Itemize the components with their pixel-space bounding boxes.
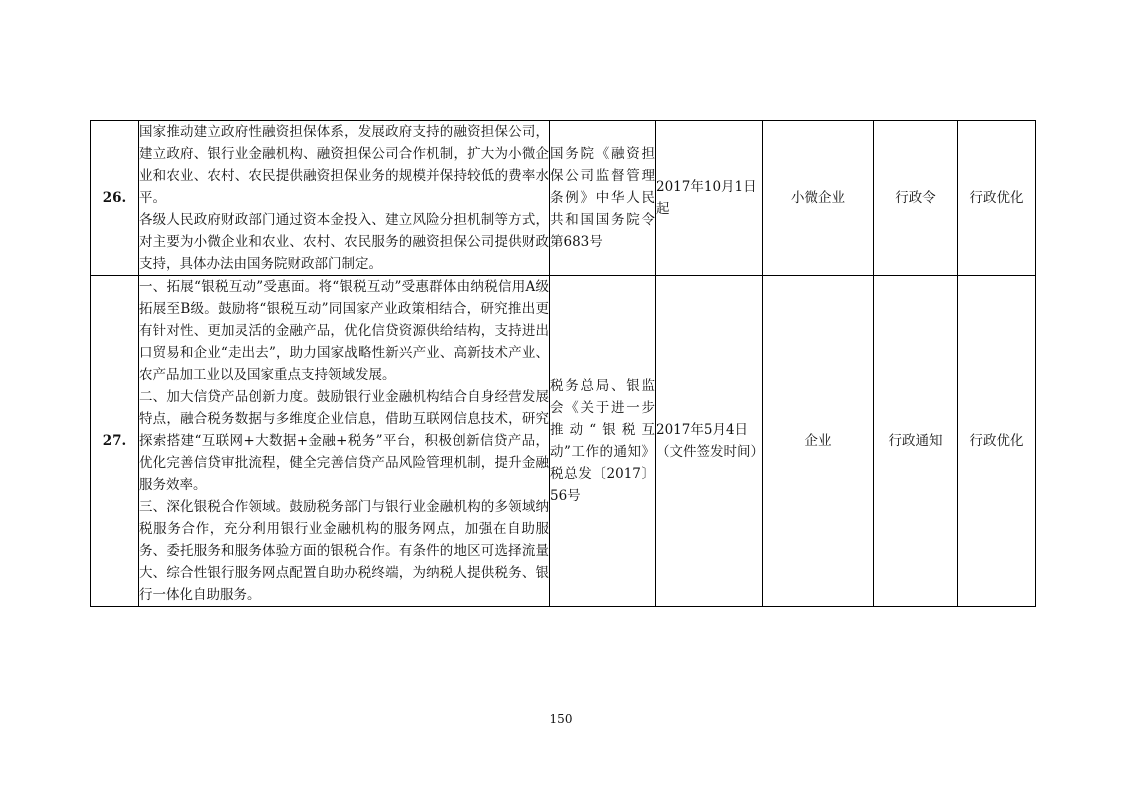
page-number: 150: [549, 712, 573, 726]
content-paragraph: 国家推动建立政府性融资担保体系，发展政府支持的融资担保公司，建立政府、银行业金融机构、融资担保公司合作机制，扩大为小微企业和农业、农村、农民提供融资担保业务的规模并保持较低的费率水平。: [139, 124, 549, 206]
effective-date: 2017年10月1日起: [656, 121, 763, 276]
content-paragraph: 三、深化银税合作领域。鼓励税务部门与银行业金融机构的多领域纳税服务合作，充分利用银行业金融机构的服务网点，加强在自助服务、委托服务和服务体验方面的银税合作。有条件的地区可选择流量大、综合性银行服务网点配置自助办税终端，为纳税人提供税务、银行一体化自助服务。: [139, 499, 549, 603]
table-row: [91, 121, 1036, 276]
effective-date: 2017年5月4日（文件签发时间）: [656, 276, 763, 607]
policy-category: 行政优化: [958, 121, 1036, 276]
row-number: 26.: [91, 121, 139, 276]
row-number: 27.: [91, 276, 139, 607]
content-paragraph: 各级人民政府财政部门通过资本金投入、建立风险分担机制等方式，对主要为小微企业和农业、农村、农民服务的融资担保公司提供财政支持，具体办法由国务院财政部门制定。: [139, 212, 549, 272]
content-paragraph: 一、拓展“银税互动”受惠面。将“银税互动”受惠群体由纳税信用A级拓展至B级。鼓励将“银税互动”同国家产业政策相结合，研究推出更有针对性、更加灵活的金融产品，优化信贷资源供给结构，支持进出口贸易和企业“走出去”，助力国家战略性新兴产业、高新技术产业、农产品加工业以及国家重点支持领域发展。: [139, 279, 549, 383]
document-type: 行政令: [874, 121, 958, 276]
policy-content: [139, 121, 550, 276]
document-type: 行政通知: [874, 276, 958, 607]
policy-content: [139, 276, 550, 607]
content-paragraph: 二、加大信贷产品创新力度。鼓励银行业金融机构结合自身经营发展特点，融合税务数据与多维度企业信息，借助互联网信息技术，研究探索搭建“互联网+大数据+金融+税务”平台，积极创新信贷产品，优化完善信贷审批流程，健全完善信贷产品风险管理机制，提升金融服务效率。: [139, 389, 549, 493]
policy-table: [90, 120, 1036, 607]
policy-source: 税务总局、银监会《关于进一步推动“银税互动”工作的通知》税总发〔2017〕56号: [550, 276, 656, 607]
policy-category: 行政优化: [958, 276, 1036, 607]
target-group: 小微企业: [763, 121, 874, 276]
table-row: [91, 276, 1036, 607]
target-group: 企业: [763, 276, 874, 607]
policy-source: 国务院《融资担保公司监督管理条例》中华人民共和国国务院令第683号: [550, 121, 656, 276]
